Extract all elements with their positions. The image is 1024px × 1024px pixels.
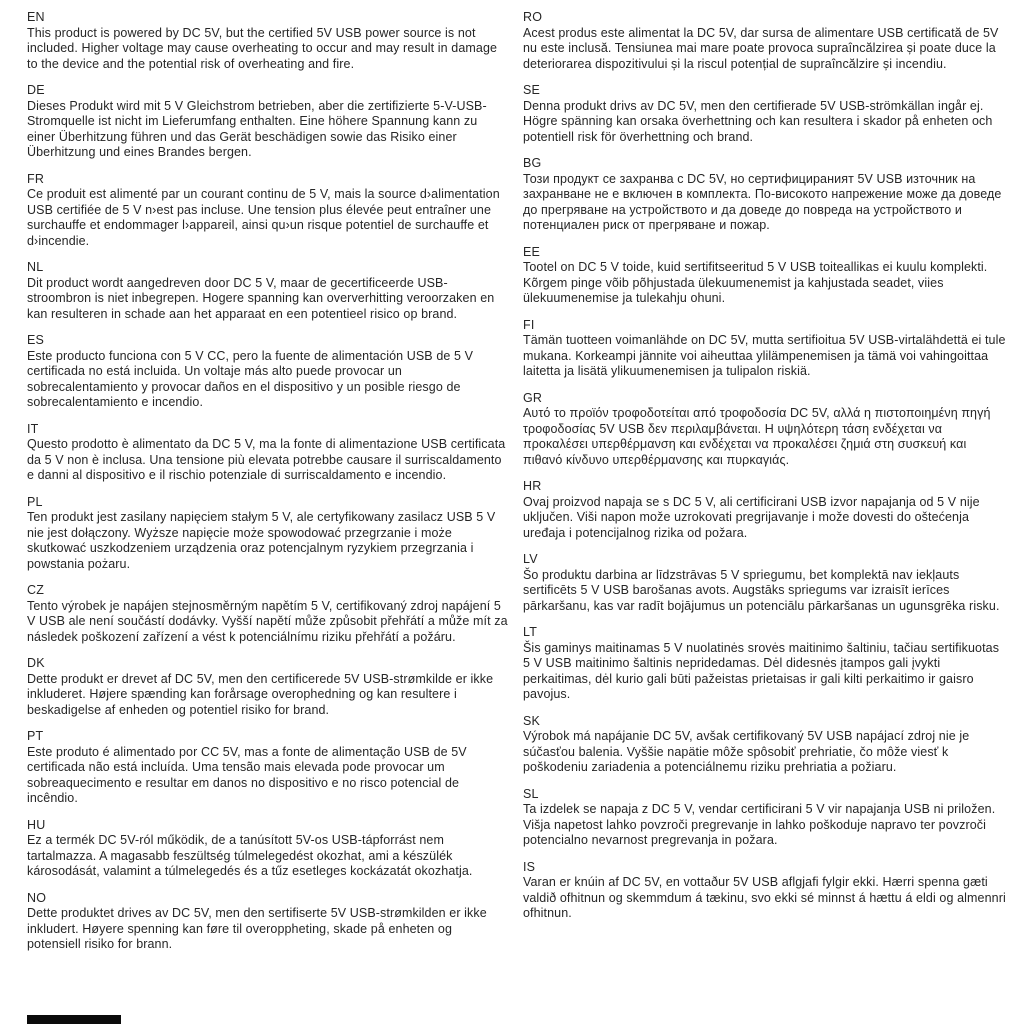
warning-text: Šis gaminys maitinamas 5 V nuolatinės srovės maitinimo šaltiniu, tačiau sertifikuotas 5 V USB maitinimo šaltinis nepridedamas. Dėl didesnės įtampos gali įvykti perkaitimas, dėl kurio gali būti pažeistas prietaisas ir gali kilti perkaitimo ir gaisro pavojus. [523,640,1000,701]
warning-text: Tootel on DC 5 V toide, kuid sertifitseeritud 5 V USB toiteallikas ei kuulu komplekti. Kõrgem pinge võib põhjustada ülekuumenemist ja kahjustada seadet, viies ülekuumenemise ja tulekahju ohuni. [523,260,988,305]
language-code: ES [27,333,45,347]
right-column [523,10,1006,964]
language-section-ro [523,10,1006,72]
language-code: RO [523,10,543,24]
language-code: HR [523,479,542,493]
language-code: IT [27,421,39,436]
warning-text: Ez a termék DC 5V-ról működik, de a tanúsított 5V-os USB-tápforrást nem tartalmazza. A magasabb feszültség túlmelegedést okozhat, ami a készülék károsodását, valamint a túlmelegedés és a tűz esetleges kockázatát okozhatja. [27,833,473,878]
warning-text: Tämän tuotteen voimanlähde on DC 5V, mutta sertifioitua 5V USB-virtalähdettä ei tule mukana. Korkeampi jännite voi aiheuttaa ylilämpenemisen ja tämä voi vahingoittaa laitetta ja lisätä ylikuumenemisen ja tulipalon riskiä. [523,333,1006,378]
warning-text: Ten produkt jest zasilany napięciem stałym 5 V, ale certyfikowany zasilacz USB 5 V nie jest dołączony. Wyższe napięcie może spowodować przegrzanie i może skutkować uszkodzeniem urządzenia oraz potencjalnym ryzykiem przegrzania i powstania pożaru. [27,510,496,571]
warning-text: This product is powered by DC 5V, but the certified 5V USB power source is not included. Higher voltage may cause overheating to occur and may result in damage to the device and the potential risk of overheating and fire. [27,25,498,71]
language-code: LT [523,625,538,639]
language-section-is [523,860,1006,922]
language-code: LV [523,552,538,566]
language-code: FI [523,317,535,332]
language-code: FR [27,171,45,186]
language-section-de [27,83,509,161]
language-section-pl [27,495,509,573]
language-code: DE [27,83,45,97]
language-section-fr [27,172,509,250]
language-code: EE [523,244,541,259]
language-section-lt [523,625,1006,703]
language-section-nl [27,260,509,322]
language-code: SL [523,786,539,801]
language-section-ee [523,245,1006,307]
language-section-fi [523,318,1006,380]
warning-text: Ovaj proizvod napaja se s DC 5 V, ali certificirani USB izvor napajanja od 5 V nije uključen. Viši napon može uzrokovati pregrijavanje i može dovesti do oštećenja uređaja i potencijalnog rizika od požara. [523,494,980,540]
language-section-dk [27,656,509,718]
language-section-sk [523,714,1006,776]
warning-text: Acest produs este alimentat la DC 5V, dar sursa de alimentare USB certificată de 5V nu este inclusă. Tensiunea mai mare poate provoca supraîncălzirea și poate duce la deteriorarea dispozitivului și la riscul potențial de supraîncălzire și incendiu. [523,25,999,71]
warning-text: Este produto é alimentado por CC 5V, mas a fonte de alimentação USB de 5V certificada não está incluída. Uma tensão mais elevada pode provocar um sobreaquecimento e resultar em danos no dispositivo e no risco potencial de incêndio. [27,744,467,805]
warning-text: Dieses Produkt wird mit 5 V Gleichstrom betrieben, aber die zertifizierte 5-V-USB-Stromquelle ist nicht im Lieferumfang enthalten. Eine höhere Spannung kann zu einer Überhitzung führen und das Gerät beschädigen sowie das Risiko einer Überhitzung und eines Brandes bergen. [27,98,487,159]
language-section-hr [523,479,1006,541]
language-code: NO [27,890,47,905]
language-section-hu [27,818,509,880]
language-section-cz [27,583,509,645]
warning-text: Този продукт се захранва с DC 5V, но сертифицираният 5V USB източник на захранване не е включен в комплекта. По-високото напрежение може да доведе до прегряване на устройството и да доведе до повреда на устройството и потенциален риск от прегряване и пожар. [523,171,1002,232]
language-section-en [27,10,509,72]
next-page-crop-bar [27,1015,121,1024]
language-code: SK [523,713,541,728]
language-section-es [27,333,509,411]
language-code: HU [27,817,46,832]
language-section-lv [523,552,1006,614]
language-code: BG [523,156,542,170]
language-section-it [27,422,509,484]
warning-text: Dit product wordt aangedreven door DC 5 V, maar de gecertificeerde USB-stroombron is niet inbegrepen. Hogere spanning kan oververhitting veroorzaken en kan resulteren in schade aan het apparaat en een potentieel risico op brand. [27,275,495,321]
language-code: NL [27,260,44,274]
language-code: SE [523,83,541,97]
language-code: CZ [27,583,45,597]
warning-text: Ce produit est alimenté par un courant continu de 5 V, mais la source d›alimentation USB certifiée de 5 V n›est pas incluse. Une tension plus élevée peut entraîner une surchauffe et endommager l›appareil, ainsi qu›un risque potentiel de surchauffe et d›incendie. [27,187,500,248]
warning-text: Tento výrobek je napájen stejnosměrným napětím 5 V, certifikovaný zdroj napájení 5 V USB ale není součástí dodávky. Vyšší napětí může způsobit přehřátí a může mít za následek poškození zařízení a vést k potenciálnímu riziku přehřátí a požáru. [27,598,508,644]
language-section-pt [27,729,509,807]
language-code: IS [523,859,536,874]
language-code: GR [523,390,543,405]
warning-text: Αυτό το προϊόν τροφοδοτείται από τροφοδοσία DC 5V, αλλά η πιστοποιημένη πηγή τροφοδοσίας 5V USB δεν περιλαμβάνεται. Η υψηλότερη τάση ενδέχεται να προκαλέσει υπερθέρμανση και ενδέχεται να προκαλέσει ζημιά στη συσκευή και πιθανό κίνδυνο υπερθέρμανσης και πυρκαγιάς. [523,406,991,467]
language-code: EN [27,10,45,24]
language-code: PL [27,494,43,509]
warning-text: Questo prodotto è alimentato da DC 5 V, ma la fonte di alimentazione USB certificata da 5 V non è inclusa. Una tensione più elevata potrebbe causare il surriscaldamento e danni al dispositivo e il rischio potenziale di surriscaldamento e incendio. [27,437,506,482]
warning-text: Šo produktu darbina ar līdzstrāvas 5 V spriegumu, bet komplektā nav iekļauts sertificēts 5 V USB barošanas avots. Augstāks spriegums var izraisīt ierīces pārkaršanu, kas var radīt bojājumus un potenciālu pārkaršanas un ugunsgrēka risku. [523,567,1000,613]
warning-text: Ta izdelek se napaja z DC 5 V, vendar certificirani 5 V vir napajanja USB ni priložen. Višja napetost lahko povzroči pregrevanje in lahko poškoduje napravo ter povzroči potencialno nevarnost pregrevanja in požara. [523,802,996,847]
language-code: PT [27,729,44,743]
language-section-bg [523,156,1006,234]
warning-text: Varan er knúin af DC 5V, en vottaður 5V USB aflgjafi fylgir ekki. Hærri spenna gæti valdið ofhitnun og skemmdum á tækinu, svo ekki sé minnst á hættu á eldi og almennri ofhitnun. [523,875,1006,920]
left-column [27,10,509,964]
warning-text: Výrobok má napájanie DC 5V, avšak certifikovaný 5V USB napájací zdroj nie je súčasťou balenia. Vyššie napätie môže spôsobiť prehriatie, čo môže viesť k poškodeniu zariadenia a potenciálnemu riziku prehriatia a požiaru. [523,729,970,774]
language-code: DK [27,656,45,670]
language-section-no [27,891,509,953]
language-section-se [523,83,1006,145]
language-section-gr [523,391,1006,469]
warning-text: Este producto funciona con 5 V CC, pero la fuente de alimentación USB de 5 V certificada no está incluida. Un voltaje más alto puede provocar un sobrecalentamiento y provocar daños en el dispositivo y un posible riesgo de sobrecalentamiento e incendio. [27,348,474,409]
warning-text: Dette produktet drives av DC 5V, men den sertifiserte 5V USB-strømkilden er ikke inkludert. Høyere spenning kan føre til overoppheting, skade på enheten og potensiell risiko for brann. [27,906,487,951]
language-section-sl [523,787,1006,849]
warning-text: Dette produkt er drevet af DC 5V, men den certificerede 5V USB-strømkilde er ikke inkluderet. Højere spænding kan forårsage overophedning og kan resultere i beskadigelse af enheden og potentiel risiko for brand. [27,671,494,717]
warning-text: Denna produkt drivs av DC 5V, men den certifierade 5V USB-strömkällan ingår ej. Högre spänning kan orsaka överhettning och kan resultera i skador på enheten och potentiell risk för överhettning och brand. [523,98,993,144]
